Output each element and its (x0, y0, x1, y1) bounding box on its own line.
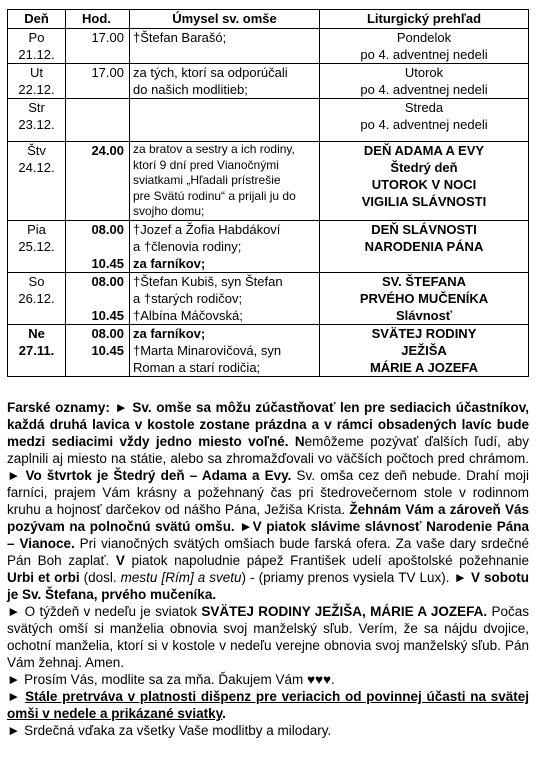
liturgy-line: SVÄTEJ RODINY (371, 325, 477, 341)
intention-line: svojho domu; (133, 204, 205, 218)
day-cell (8, 272, 66, 324)
day-name: Pia (27, 221, 46, 237)
liturgy-line: DEŇ SLÁVNOSTI (371, 221, 477, 237)
day-cell (8, 324, 66, 376)
announcement-text: piatok napoludnie pápež František udelí apoštolské požehnanie (124, 553, 529, 568)
announcement-text: . (222, 706, 226, 721)
intention-line: ktorí 9 dní pred Vianočnými (133, 157, 279, 172)
table-row (8, 64, 529, 99)
liturgy-cell (320, 29, 529, 64)
mass-time: 17.00 (91, 65, 124, 80)
mass-time: 24.00 (91, 143, 124, 158)
day-date: 23.12. (18, 117, 55, 132)
day-name: Po (28, 30, 45, 45)
announcement-text: emôžeme pozývať ďalších ľudí, aby zaplnili aj miesto na státie, alebo sa zhromažďovali vo väčších počtoch pred chrámom. (7, 434, 529, 466)
header-day: Deň (8, 10, 66, 29)
intention-line: do našich modlitieb; (133, 82, 248, 97)
intention-line: †Albína Máčovská; (133, 307, 243, 323)
day-cell (8, 142, 66, 221)
announcement-paragraph: ► Prosím Vás, modlite sa za mňa. Ďakujem Vám ♥♥♥. (7, 672, 335, 687)
liturgy-line: po 4. adventnej nedeli (360, 82, 488, 97)
mass-time: 08.00 (91, 221, 124, 237)
header-liturgy: Liturgický prehľad (320, 10, 529, 29)
announcement-text: Sv. omša cez deň nebude. Drahí moji farníci, prajem Vám krásny a požehnaný čas pri štedrovečernom stole v rodinnom kruhu a hojnosť darčekov od nášho Pána, Ježiša Krista. (7, 468, 529, 517)
liturgy-line: Streda (404, 100, 444, 115)
mass-time: 08.00 (91, 325, 124, 341)
liturgy-line: MÁRIE A JOZEFA (369, 359, 479, 375)
day-date: 24.12. (18, 160, 55, 175)
mass-schedule-table (7, 9, 529, 377)
header-intention: Úmysel sv. omše (130, 10, 320, 29)
liturgy-line: Štedrý deň (390, 160, 458, 175)
liturgy-line: UTOROK V NOCI (371, 177, 477, 192)
intention-line: sviatkami „Hľadali prístrešie (133, 173, 281, 187)
liturgy-line: JEŽIŠA (401, 342, 447, 358)
liturgy-line: po 4. adventnej nedeli (360, 47, 488, 62)
liturgy-cell (320, 64, 529, 99)
intention-line: za tých, ktorí sa odporúčali (133, 65, 288, 80)
announcement-text: Pri vianočných svätých omšiach bude farská ofera. Za vaše dary srdečné Pán Boh zaplať. (7, 536, 529, 568)
announcement-paragraph (7, 399, 529, 603)
liturgy-cell (320, 220, 529, 272)
announcement-text: Žehnám Vám a zároveň Vás pozývam na polnočnú svätú omšu. (7, 502, 530, 534)
table-header-row (8, 10, 529, 29)
announcement-paragraph (7, 603, 529, 671)
day-name: Ut (30, 65, 43, 80)
time-cell (66, 64, 130, 99)
day-cell (8, 99, 66, 142)
announcement-text: Stále pretrváva v platnosti dišpenz pre veriacich od povinnej účasti na svätej omši v nedele a prikázané sviatky (7, 689, 529, 721)
mass-time: 08.00 (91, 273, 124, 289)
time-cell (66, 29, 130, 64)
mass-time: 10.45 (91, 307, 124, 323)
mass-time: 10.45 (91, 342, 124, 358)
liturgy-line: Slávnosť (395, 307, 453, 323)
announcement-text: V (115, 553, 125, 568)
intention-line: Roman a starí rodičia; (133, 359, 261, 375)
announcement-paragraph: ► Srdečná vďaka za všetky Vaše modlitby a milodary. (7, 723, 332, 738)
time-cell (66, 324, 130, 376)
liturgy-line: NARODENIA PÁNA (364, 238, 484, 254)
day-date: 25.12. (18, 238, 55, 254)
liturgy-line: Utorok (404, 65, 444, 80)
parish-announcements (7, 399, 529, 739)
liturgy-cell (320, 99, 529, 142)
day-cell (8, 220, 66, 272)
intention-line: †Štefan Barašó; (133, 30, 227, 45)
announcement-text: ► V sobotu je Sv. Štefana, prvého mučeníka. (7, 570, 529, 602)
intention-line: a †starých rodičov; (133, 290, 243, 306)
liturgy-line: DEŇ ADAMA A EVY (363, 143, 485, 158)
intention-line: za farníkov; (133, 255, 206, 271)
liturgy-cell (320, 272, 529, 324)
intention-line: pre Svätú rodinu“ a prijali ju do (133, 188, 296, 203)
mass-time: 10.45 (91, 255, 124, 271)
day-name: So (28, 273, 45, 289)
day-date: 27.11. (18, 342, 55, 358)
day-name: Str (28, 100, 45, 115)
announcement-text: (dosl. (79, 570, 121, 585)
table-row (8, 272, 529, 324)
announcements-heading: Farské oznamy: (7, 400, 115, 415)
day-cell (8, 29, 66, 64)
table-row (8, 99, 529, 142)
liturgy-line: VIGILIA SLÁVNOSTI (361, 194, 487, 209)
table-row (8, 220, 529, 272)
announcement-text: ► (7, 689, 26, 704)
intention-line: a †členovia rodiny; (133, 238, 242, 254)
day-name: Štv (27, 143, 46, 158)
announcement-text: mestu [Rím] a svetu (120, 570, 242, 585)
announcement-text: ► O týždeň v nedeľu je sviatok (7, 604, 202, 619)
intention-cell (130, 324, 320, 376)
liturgy-line: SV. ŠTEFANA (381, 273, 467, 289)
time-cell (66, 220, 130, 272)
day-date: 21.12. (18, 47, 55, 62)
intention-line: †Jozef a Žofia Habdákoví (133, 221, 281, 237)
intention-cell (130, 142, 320, 221)
intention-cell (130, 99, 320, 142)
liturgy-cell (320, 324, 529, 376)
header-time: Hod. (66, 10, 130, 29)
table-row (8, 324, 529, 376)
announcement-paragraph (7, 688, 529, 722)
time-cell (66, 99, 130, 142)
intention-cell (130, 272, 320, 324)
intention-line: za farníkov; (133, 325, 206, 341)
mass-time: 17.00 (91, 30, 124, 45)
announcement-text: ► Sv. omše sa môžu zúčastňovať len pre sediacich účastníkov, každá druhá lavica v kostole zostane prázdna a v rámci obsadených lavíc bude medzi sediacimi vždy jedno miesto voľné. N (7, 400, 529, 449)
intention-line: †Štefan Kubiš, syn Štefan (133, 273, 283, 289)
table-row (8, 142, 529, 221)
table-row (8, 29, 529, 64)
announcement-text: Urbi et orbi (7, 570, 80, 585)
day-date: 22.12. (18, 82, 55, 97)
day-date: 26.12. (18, 290, 55, 306)
intention-line: za bratov a sestry a ich rodiny, (133, 142, 295, 156)
intention-cell (130, 64, 320, 99)
day-cell (8, 64, 66, 99)
announcement-text: ►V piatok slávime slávnosť Narodenie Pána – Vianoce. (7, 519, 529, 551)
day-name: Ne (28, 325, 45, 341)
intention-cell (130, 220, 320, 272)
time-cell (66, 272, 130, 324)
liturgy-line: Pondelok (396, 30, 452, 45)
announcement-text: SVÄTEJ RODINY JEŽIŠA, MÁRIE A JOZEFA. (201, 604, 488, 619)
liturgy-line: po 4. adventnej nedeli (360, 117, 488, 132)
intention-line: †Marta Minarovičová, syn (133, 342, 282, 358)
announcement-text: ► Vo štvrtok je Štedrý deň – Adama a Evy. (7, 468, 292, 483)
intention-cell (130, 29, 320, 64)
liturgy-cell (320, 142, 529, 221)
liturgy-line: PRVÉHO MUČENÍKA (359, 290, 489, 306)
announcement-text: Počas svätých omší si manželia obnovia svoj manželský sľub. Verím, že sa nájdu dvojice, ochotní manželia, ktorí si v kostole v nedeľu verejne obnovia svoj manželský sľub. Pán Vám žehnaj. Amen. (7, 604, 529, 670)
announcement-text: ) - (priamy prenos vysielа TV Lux). (241, 570, 454, 585)
time-cell (66, 142, 130, 221)
